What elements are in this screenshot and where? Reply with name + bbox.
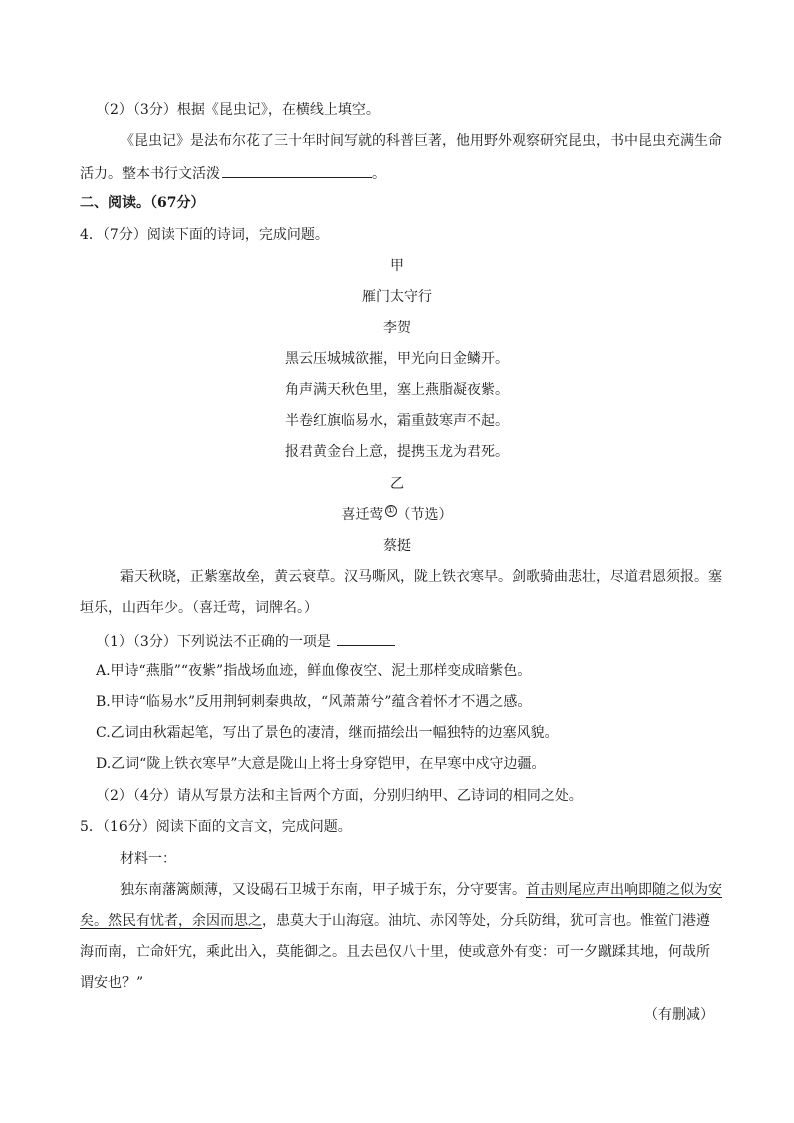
answer-blank-line[interactable] — [222, 162, 372, 178]
poem-a-line: 黑云压城城欲摧，甲光向日金鳞开。 — [285, 351, 509, 367]
q5-intro: 5．（16分）阅读下面的文言文，完成问题。 — [80, 819, 352, 835]
underlined-sentence: 然民有忧者，余因而思之 — [108, 913, 262, 929]
q3-2-prompt: （2）（3分）根据《昆虫记》，在横线上填空。 — [96, 102, 380, 118]
passage-line1 — [120, 880, 722, 900]
passage-line2 — [80, 911, 710, 931]
poem-b-text-line1: 霜天秋晓，正紫塞故垒，黄云衰草。汉马嘶风，陇上铁衣寒早。剑歌骑曲悲壮，尽道君恩须报。塞 — [120, 569, 722, 585]
poem-b-author: 蔡挺 — [383, 538, 411, 554]
poem-a-line: 角声满天秋色里，塞上燕脂凝夜紫。 — [285, 382, 509, 398]
option-a: A.甲诗“燕脂”“夜紫”指战场血迹，鲜血像夜空、泥土那样变成暗紫色。 — [96, 663, 532, 679]
q3-2-text-line1: 《昆虫记》是法布尔花了三十年时间写就的科普巨著，他用野外观察研究昆虫，书中昆虫充满生命 — [120, 133, 722, 149]
q3-2-text-before: 活力。整本书行文活泼 — [80, 166, 220, 182]
option-b: B.甲诗“临易水”反用荆轲刺秦典故，“风萧萧兮”蕴含着怀才不遇之感。 — [96, 694, 532, 710]
passage-line4: 谓安也？” — [80, 975, 144, 991]
poem-b-label: 乙 — [390, 476, 404, 492]
q4-2-prompt: （2）（4分）请从写景方法和主旨两个方面，分别归纳甲、乙诗词的相同之处。 — [96, 788, 583, 804]
q4-1-prompt: （1）（3分）下列说法不正确的一项是 — [96, 634, 331, 650]
answer-blank-short[interactable] — [337, 630, 395, 646]
poem-a-title: 雁门太守行 — [362, 289, 432, 305]
q3-2-text-after: 。 — [372, 166, 386, 182]
underlined-sentence-end: 矣。 — [80, 913, 108, 929]
q3-2-text-line2 — [80, 162, 386, 184]
poem-b-text-line2: 垣乐，山西年少。（喜迁莺，词牌名。） — [80, 600, 318, 616]
option-c: C.乙词由秋霜起笔，写出了景色的凄清，继而描绘出一幅独特的边塞风貌。 — [96, 725, 559, 741]
q4-1-prompt-line — [96, 630, 395, 652]
poem-a-line: 报君黄金台上意，提携玉龙为君死。 — [285, 444, 509, 460]
poem-b-title: 喜迁莺 — [341, 507, 384, 523]
poem-a-label: 甲 — [390, 258, 404, 274]
poem-b-title-line — [0, 505, 794, 525]
underlined-sentence: 首击则尾应声出响即随之似为安 — [526, 882, 722, 898]
section-2-heading: 二、阅读。（67分） — [80, 195, 205, 211]
option-d: D.乙词“陇上铁衣寒早”大意是陇山上将士身穿铠甲，在早寒中戍守边疆。 — [96, 756, 546, 772]
poem-a-author: 李贺 — [383, 320, 411, 336]
source-note: （有删减） — [644, 1007, 714, 1023]
material-1-label: 材料一： — [120, 851, 176, 867]
poem-a-line: 半卷红旗临易水，霜重鼓寒声不起。 — [285, 413, 509, 429]
poem-b-title-suffix: （节选） — [396, 507, 453, 523]
passage-line3: 海而南，亡命奸宄，乘此出入，莫能御之。且去邑仅八十里，使或意外有变：可一夕蹴蹂其地，何哉所 — [80, 944, 710, 960]
footnote-marker: ① — [386, 506, 395, 516]
q4-intro: 4．（7分）阅读下面的诗词，完成问题。 — [80, 227, 329, 243]
passage-text: ，患莫大于山海寇。油坑、赤冈等处，分兵防缉，犹可言也。惟鲎门港遵 — [262, 913, 710, 929]
passage-text: 独东南藩篱颇薄，又设碣石卫城于东南，甲子城于东，分守要害。 — [120, 882, 526, 898]
